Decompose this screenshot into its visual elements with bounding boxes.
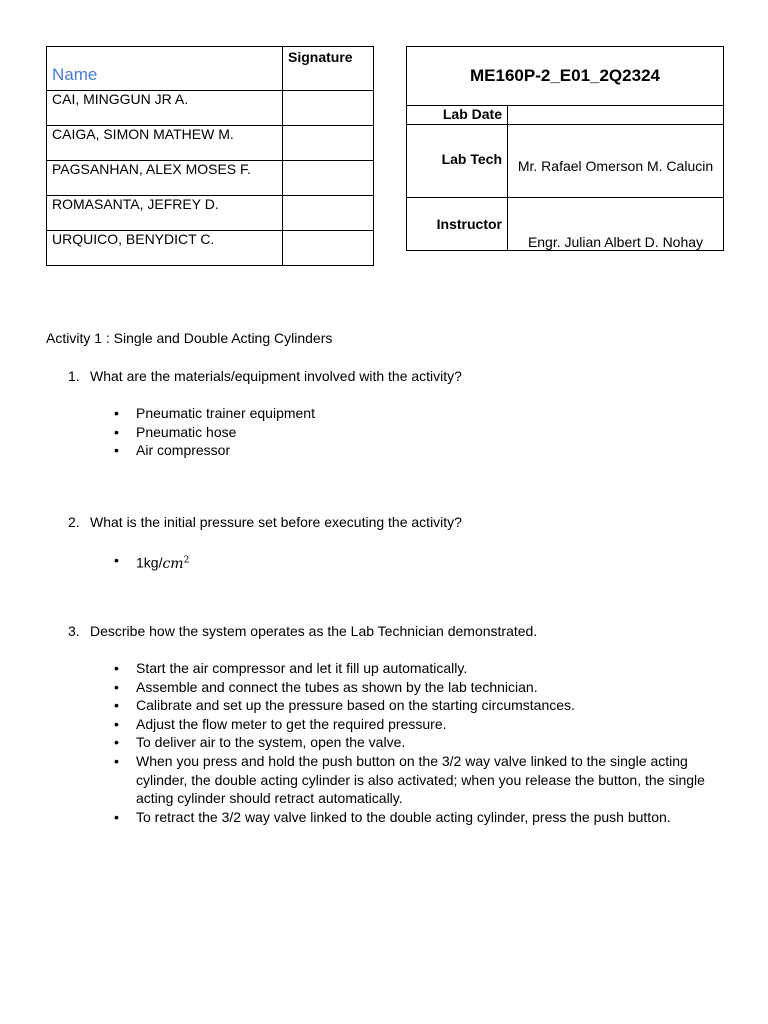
pressure-value: 1kg/	[136, 554, 163, 571]
signature-cell	[283, 231, 374, 266]
member-name: ROMASANTA, JEFREY D.	[47, 196, 283, 231]
name-header: Name	[52, 65, 98, 84]
member-name: CAI, MINGGUN JR A.	[47, 91, 283, 126]
list-item: • Pneumatic hose	[114, 423, 720, 442]
name-header-cell	[47, 47, 283, 91]
lab-tech-value: Mr. Rafael Omerson M. Calucin	[508, 125, 724, 198]
list-item: • Start the air compressor and let it fill up automatically.	[114, 659, 720, 678]
list-item: • Calibrate and set up the pressure based on the starting circumstances.	[114, 696, 720, 715]
list-item: • To retract the 3/2 way valve linked to the double acting cylinder, press the push button.	[114, 808, 720, 827]
lab-date-value	[508, 106, 724, 125]
signature-cell	[283, 161, 374, 196]
question-3	[68, 623, 537, 639]
members-table	[46, 46, 374, 266]
answer-list-2	[114, 551, 720, 573]
question-number: 2.	[68, 514, 80, 530]
course-info-table	[406, 46, 724, 251]
question-text: Describe how the system operates as the Lab Technician demonstrated.	[90, 623, 538, 639]
question-2	[68, 514, 462, 530]
answer-list-1	[114, 404, 720, 460]
question-text: What is the initial pressure set before executing the activity?	[90, 514, 462, 530]
question-number: 1.	[68, 368, 80, 384]
lab-tech-label: Lab Tech	[407, 125, 508, 198]
list-item: • Assemble and connect the tubes as shown by the lab technician.	[114, 678, 720, 697]
pressure-unit: $cm^2$	[162, 555, 190, 572]
member-name: PAGSANHAN, ALEX MOSES F.	[47, 161, 283, 196]
instructor-label: Instructor	[407, 198, 508, 251]
signature-cell	[283, 126, 374, 161]
signature-header: Signature	[288, 49, 353, 65]
lab-date-label: Lab Date	[407, 106, 508, 125]
member-name: CAIGA, SIMON MATHEW M.	[47, 126, 283, 161]
signature-cell	[283, 91, 374, 126]
instructor-value: Engr. Julian Albert D. Nohay	[508, 198, 724, 251]
list-item: • Adjust the flow meter to get the required pressure.	[114, 715, 720, 734]
list-item: • When you press and hold the push button on the 3/2 way valve linked to the single acting cylinder, the double acting cylinder is also activated; when you release the button, the single acting cylinder should retract automatically.	[114, 752, 720, 808]
course-code: ME160P-2_E01_2Q2324	[407, 47, 724, 106]
signature-cell	[283, 196, 374, 231]
member-name: URQUICO, BENYDICT C.	[47, 231, 283, 266]
activity-title: Activity 1 : Single and Double Acting Cylinders	[46, 330, 333, 346]
list-item: • To deliver air to the system, open the valve.	[114, 733, 720, 752]
list-item: • Pneumatic trainer equipment	[114, 404, 720, 423]
question-number: 3.	[68, 623, 80, 639]
answer-list-3	[114, 659, 720, 826]
signature-header-cell	[283, 47, 374, 91]
question-text: What are the materials/equipment involved with the activity?	[90, 368, 462, 384]
list-item: • Air compressor	[114, 441, 720, 460]
list-item	[114, 551, 720, 573]
question-1	[68, 368, 462, 384]
